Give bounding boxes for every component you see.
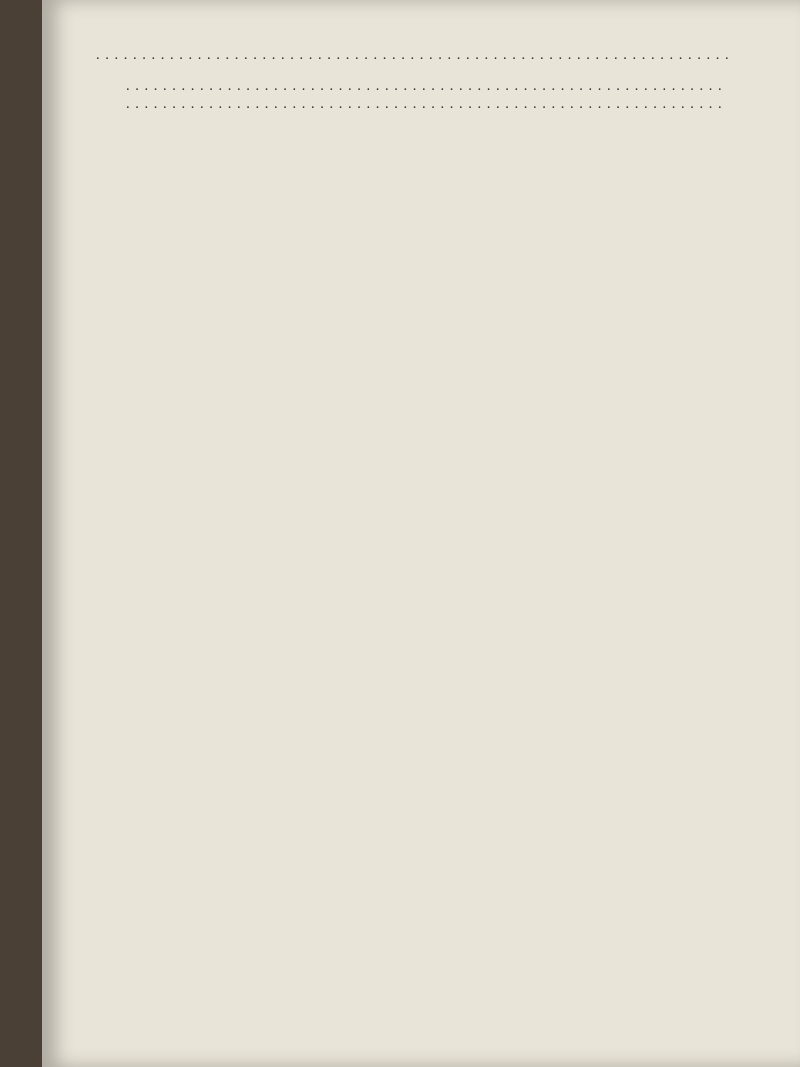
- dot-leader: [96, 46, 732, 65]
- book-page: [42, 0, 800, 1067]
- toc-entry: [90, 46, 780, 65]
- dot-leader: [126, 77, 732, 96]
- toc-entry-wrapped: [90, 95, 780, 114]
- dot-leader: [126, 95, 732, 114]
- table-of-contents: [90, 18, 780, 114]
- toc-entry-wrapped: [90, 77, 780, 96]
